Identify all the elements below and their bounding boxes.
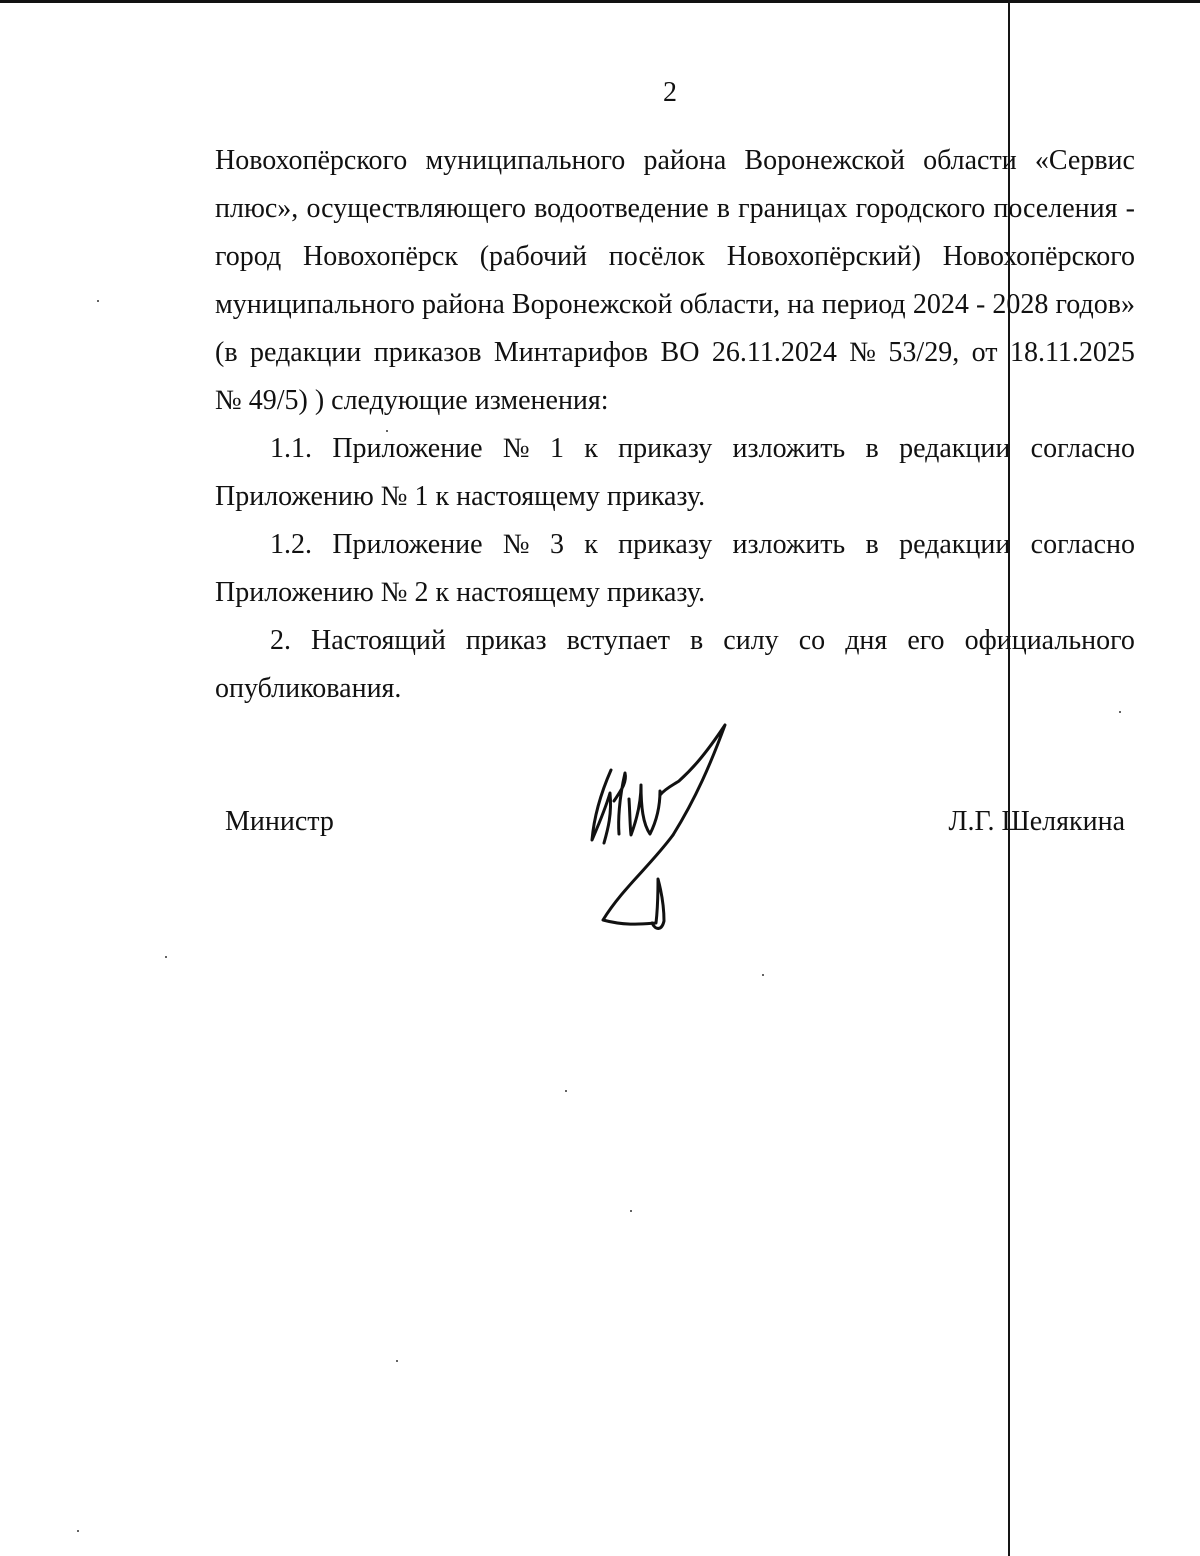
item-1-1-word: 1.1.: [270, 433, 312, 464]
item-2-last-line: опубликования.: [215, 673, 402, 704]
paragraph-1-word: редакции: [249, 337, 362, 368]
item-1-1-word: в: [865, 433, 879, 464]
item-1-2-word: согласно: [1030, 529, 1135, 560]
scan-speck: [396, 1360, 398, 1362]
paragraph-1-word: плюс»,: [215, 193, 299, 224]
signer-name: Л.Г. Шелякина: [948, 806, 1125, 837]
item-1-2-word: редакции: [899, 529, 1011, 560]
paragraph-1-word: Минтарифов: [493, 337, 649, 368]
paragraph-1-word: посёлок: [608, 241, 705, 272]
paragraph-1-word: 2028: [992, 289, 1049, 320]
scan-speck: [77, 1530, 79, 1532]
paragraph-1-word: района: [421, 289, 505, 320]
paragraph-1-word: ВО: [660, 337, 700, 368]
paragraph-1-word: 2024: [912, 289, 969, 320]
item-1-1-word: Приложение: [332, 433, 483, 464]
item-2-word: дня: [845, 625, 888, 656]
position-title: Министр: [225, 806, 334, 837]
item-2-word: Настоящий: [311, 625, 446, 656]
paragraph-1-line: [215, 137, 1135, 185]
item-2-word: вступает: [566, 625, 670, 656]
paragraph-1-line: [215, 281, 1135, 329]
item-1-2-word: №: [502, 529, 530, 560]
item-1-1-last-line: Приложению № 1 к настоящему приказу.: [215, 481, 706, 512]
paragraph-1-word: осуществляющего: [306, 193, 526, 224]
handwritten-signature: [580, 715, 740, 945]
paragraph-1-word: водоотведение: [534, 193, 709, 224]
item-2-word: 2.: [270, 625, 291, 656]
scan-speck: [97, 300, 99, 302]
paragraph-1-word: -: [975, 289, 986, 320]
paragraph-1-word: 26.11.2024: [711, 337, 837, 368]
scan-speck: [630, 1210, 632, 1212]
scan-speck: [386, 430, 388, 432]
paragraph-1-word: в: [716, 193, 731, 224]
paragraph-1-word: городского: [855, 193, 986, 224]
paragraph-1-word: город: [215, 241, 282, 272]
scan-speck: [1119, 711, 1121, 713]
paragraph-1-word: района: [643, 145, 727, 176]
scan-top-edge: [0, 0, 1200, 3]
paragraph-1-word: муниципального: [425, 145, 626, 176]
paragraph-1-last-line: № 49/5) ) следующие изменения:: [215, 385, 609, 416]
paragraph-1-word: (в: [215, 337, 238, 368]
paragraph-1-word: области,: [679, 289, 781, 320]
page-number: 2: [663, 77, 677, 108]
item-2-word: официального: [964, 625, 1135, 656]
paragraph-1-word: от: [971, 337, 998, 368]
item-2-first-line: [215, 617, 1135, 665]
item-1-1-word: 1: [549, 433, 564, 464]
item-1-2-word: приказу: [618, 529, 713, 560]
item-1-2-word: 1.2.: [270, 529, 312, 560]
item-2-word: силу: [723, 625, 779, 656]
paragraph-1-word: годов»: [1055, 289, 1135, 320]
paragraph-1-word: «Сервис: [1034, 145, 1135, 176]
item-1-1-word: согласно: [1030, 433, 1135, 464]
item-1-1-word: к: [584, 433, 598, 464]
item-1-2-word: 3: [549, 529, 564, 560]
item-1-2-word: к: [584, 529, 598, 560]
paragraph-1: [215, 137, 1135, 377]
document-body: [215, 137, 1135, 713]
item-2-word: его: [907, 625, 945, 656]
scan-speck: [762, 974, 764, 976]
paragraph-1-word: Новохопёрск: [303, 241, 458, 272]
paragraph-1-word: границах: [738, 193, 848, 224]
paragraph-1-line: [215, 185, 1135, 233]
item-1-1-word: приказу: [618, 433, 713, 464]
paragraph-1-word: поселения: [993, 193, 1118, 224]
item-1-1-word: изложить: [732, 433, 846, 464]
paragraph-1-word: муниципального: [215, 289, 415, 320]
item-1-2-word: в: [865, 529, 879, 560]
paragraph-1-line: [215, 233, 1135, 281]
item-2-word: со: [798, 625, 826, 656]
item-1-1-word: №: [502, 433, 530, 464]
paragraph-1-word: №: [849, 337, 876, 368]
paragraph-1-word: Новохопёрский): [726, 241, 921, 272]
paragraph-1-word: Воронежской: [511, 289, 673, 320]
item-2-word: в: [690, 625, 704, 656]
item-1-1-first-line: [215, 425, 1135, 473]
item-1-2-word: Приложение: [332, 529, 483, 560]
paragraph-1-word: на: [787, 289, 815, 320]
item-1-1-word: редакции: [899, 433, 1011, 464]
paragraph-1-line: [215, 329, 1135, 377]
paragraph-1-word: Воронежской: [744, 145, 905, 176]
paragraph-1-word: 18.11.2025: [1009, 337, 1135, 368]
paragraph-1-word: (рабочий: [479, 241, 588, 272]
paragraph-1-word: Новохопёрского: [942, 241, 1135, 272]
item-2-word: приказ: [465, 625, 547, 656]
paragraph-1-word: 53/29,: [888, 337, 960, 368]
item-1-2-word: изложить: [732, 529, 846, 560]
item-1-2-first-line: [215, 521, 1135, 569]
paragraph-1-word: приказов: [373, 337, 482, 368]
scan-speck: [165, 956, 167, 958]
item-1-2-last-line: Приложению № 2 к настоящему приказу.: [215, 577, 706, 608]
paragraph-1-word: области: [923, 145, 1017, 176]
paragraph-1-word: -: [1125, 193, 1135, 224]
scan-speck: [565, 1090, 567, 1092]
paragraph-1-word: период: [821, 289, 906, 320]
paragraph-1-word: Новохопёрского: [215, 145, 408, 176]
